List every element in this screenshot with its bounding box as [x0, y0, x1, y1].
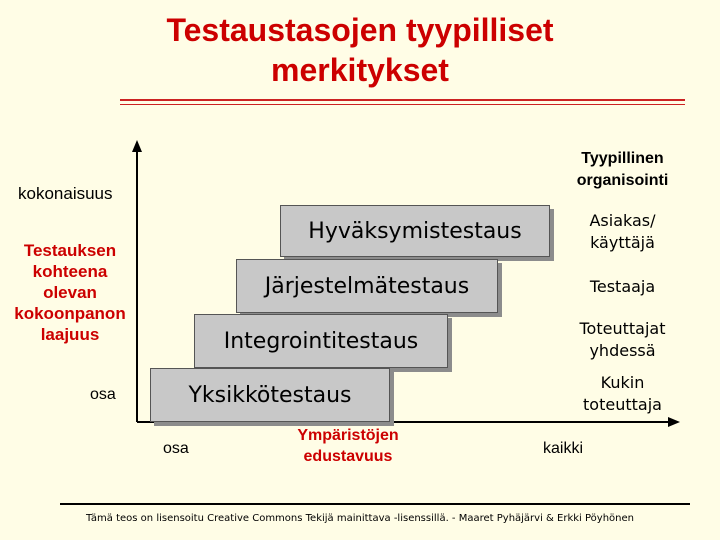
x-axis-arrow: [668, 417, 680, 427]
x-axis-title-line-1: Ympäristöjen: [297, 427, 399, 444]
role-integrointitestaus: [560, 318, 685, 362]
step-label-yksikkotestaus: Yksikkötestaus: [188, 382, 352, 408]
role-line: Toteuttajat: [579, 319, 666, 338]
y-axis-title-line-3: olevan: [43, 283, 97, 302]
x-axis-left-label: osa: [163, 440, 189, 457]
role-jarjestelmatestaus: [560, 276, 685, 298]
role-line: käyttäjä: [590, 233, 655, 252]
roles-header-line-2: organisointi: [576, 172, 669, 189]
step-integrointitestaus: [194, 314, 448, 368]
role-line: Asiakas/: [589, 211, 656, 230]
title-line-2: merkitykset: [271, 52, 449, 88]
role-line: Testaaja: [589, 277, 656, 296]
role-line: toteuttaja: [583, 395, 662, 414]
step-label-integrointitestaus: Integrointitestaus: [223, 328, 419, 354]
step-jarjestelmatestaus: [236, 259, 498, 313]
x-axis-right-label: kaikki: [543, 440, 584, 457]
y-axis-arrow: [132, 140, 142, 152]
footer-rule: [60, 503, 690, 505]
step-label-jarjestelmatestaus: Järjestelmätestaus: [264, 273, 470, 299]
role-hyvaksymistestaus: [560, 210, 685, 254]
x-axis-title: [268, 425, 428, 467]
y-axis-title-line-4: kokoonpanon: [14, 304, 126, 323]
y-axis-title-line-1: Testauksen: [23, 241, 117, 260]
y-axis-title-line-5: laajuus: [40, 325, 100, 344]
role-yksikkotestaus: [560, 372, 685, 416]
roles-header: [560, 148, 685, 192]
title-line-1: Testaustasojen tyypilliset: [166, 12, 554, 48]
y-axis-bottom-label: osa: [90, 386, 116, 403]
footer-credit: Tämä teos on lisensoitu Creative Commons Tekijä mainittava -lisenssillä. - Maaret Pyhäjärvi & Erkki Pöyhönen: [85, 513, 634, 524]
role-line: yhdessä: [589, 341, 656, 360]
step-label-hyvaksymistestaus: Hyväksymistestaus: [308, 218, 522, 244]
roles-header-line-1: Tyypillinen: [581, 150, 664, 167]
role-line: Kukin: [600, 373, 645, 392]
step-hyvaksymistestaus: [280, 205, 550, 257]
y-axis-top-label: kokonaisuus: [18, 184, 113, 203]
x-axis-title-line-2: edustavuus: [303, 448, 393, 465]
y-axis-title: [4, 240, 136, 345]
y-axis-title-line-2: kohteena: [32, 262, 108, 281]
step-yksikkotestaus: [150, 368, 390, 422]
